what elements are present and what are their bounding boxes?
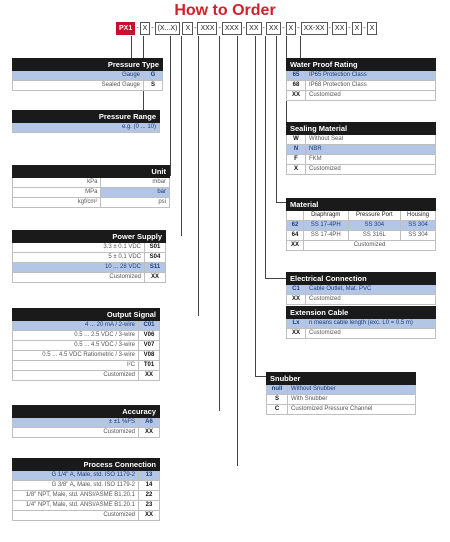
table-cell: SS 304 xyxy=(401,231,436,241)
table-cell: W xyxy=(287,135,306,145)
table-cell: 0.5 ... 4.5 VDC Ratiometric / 3-wire xyxy=(13,351,139,361)
table-cell: Customized xyxy=(13,428,139,438)
table-cell: C xyxy=(267,405,288,415)
table-cell: Customized xyxy=(306,165,436,175)
table-cell: IP68 Protection Class xyxy=(306,81,436,91)
electrical-connection-table xyxy=(286,272,436,305)
table-title: Water Proof Rating xyxy=(287,59,436,71)
pressure-range-table xyxy=(12,110,160,133)
table-cell: 14 xyxy=(139,481,160,491)
material-table xyxy=(286,198,436,251)
table-cell: XX xyxy=(139,511,160,521)
table-cell: IP65 Protection Class xyxy=(306,71,436,81)
table-title: Output Signal xyxy=(13,309,160,321)
table-cell: 10 ... 28 VDC xyxy=(13,263,145,273)
table-cell: S01 xyxy=(145,243,166,253)
code-seg: XX xyxy=(332,22,347,35)
table-cell: SS 304 xyxy=(401,221,436,231)
code-seg: (X...X) xyxy=(155,22,181,35)
unit-table xyxy=(12,165,170,208)
table-cell: SS 304 xyxy=(348,221,401,231)
table-cell: A6 xyxy=(139,418,160,428)
code-seg: XX-XX xyxy=(301,22,328,35)
table-cell: 62 xyxy=(287,221,304,231)
table-cell: e.g. (0 ... 10) xyxy=(13,123,160,133)
table-cell: 13 xyxy=(139,471,160,481)
table-cell: G 3/8" A, Male, std. ISO 1179-2 xyxy=(13,481,139,491)
table-cell: 0.5 ... 4.5 VDC / 3-wire xyxy=(13,341,139,351)
sealing-material-table xyxy=(286,122,436,175)
table-cell: S xyxy=(144,81,163,91)
table-cell: Without Snubber xyxy=(288,385,416,395)
table-cell: G xyxy=(144,71,163,81)
table-cell: Customized xyxy=(306,91,436,101)
water-proof-table xyxy=(286,58,436,101)
table-cell: X xyxy=(287,165,306,175)
table-cell: 22 xyxy=(139,491,160,501)
order-code: PX1 - X - (X...X) X - XXX - XXX - XX - XX - X - XX-XX - XX - X - X xyxy=(115,22,378,35)
table-cell: Gauge xyxy=(13,71,144,81)
table-title: Pressure Range xyxy=(13,111,160,123)
table-cell: XX xyxy=(145,273,166,283)
code-prefix: PX1 xyxy=(116,22,135,35)
table-cell: V08 xyxy=(139,351,160,361)
table-cell: 23 xyxy=(139,501,160,511)
table-cell: bar xyxy=(101,188,170,198)
table-cell: XX xyxy=(287,329,306,339)
table-cell: mbar xyxy=(101,178,170,188)
code-seg: XXX xyxy=(197,22,217,35)
table-cell: XX xyxy=(287,91,306,101)
table-cell: 0.5 ... 2.5 VDC / 3-wire xyxy=(13,331,139,341)
accuracy-table xyxy=(12,405,160,438)
table-cell: 1/4" NPT, Male, std. ANSI/ASME B1.20.1 xyxy=(13,501,139,511)
table-title: Material xyxy=(287,199,436,211)
table-cell: With Snubber xyxy=(288,395,416,405)
table-cell: NBR xyxy=(306,145,436,155)
code-seg: X xyxy=(286,22,297,35)
table-cell: kgf/cm² xyxy=(13,198,101,208)
table-cell: SS 17-4PH xyxy=(304,231,349,241)
table-title: Electrical Connection xyxy=(287,273,436,285)
table-cell: Cable Outlet, Mat. PVC xyxy=(306,285,436,295)
table-cell: 65 xyxy=(287,71,306,81)
table-cell: kPa xyxy=(13,178,101,188)
table-cell: 3.3 ± 0.1 VDC xyxy=(13,243,145,253)
table-cell: ± ±1 %FS xyxy=(13,418,139,428)
code-seg: X xyxy=(367,22,378,35)
table-cell: Without Seal xyxy=(306,135,436,145)
table-cell: N xyxy=(287,145,306,155)
table-title: Accuracy xyxy=(13,406,160,418)
table-cell: SS 316L xyxy=(348,231,401,241)
table-cell: Sealed Gauge xyxy=(13,81,144,91)
table-cell: G 1/4" A, Male, std. ISO 1179-2 xyxy=(13,471,139,481)
table-cell: C1 xyxy=(287,285,306,295)
table-cell: I²C xyxy=(13,361,139,371)
table-cell: C01 xyxy=(139,321,160,331)
table-title: Snubber xyxy=(267,373,416,385)
table-cell: XX xyxy=(139,371,160,381)
table-cell: XX xyxy=(287,241,304,251)
extension-cable-table xyxy=(286,306,436,339)
table-cell: 4 ... 20 mA / 2-wire xyxy=(13,321,139,331)
table-cell: FKM xyxy=(306,155,436,165)
table-cell: Customized xyxy=(13,273,145,283)
table-cell: null xyxy=(267,385,288,395)
table-cell: n means cable length (exc. L0 = 0.5 m) xyxy=(306,319,436,329)
table-title: Sealing Material xyxy=(287,123,436,135)
code-seg: XX xyxy=(246,22,261,35)
code-seg: XXX xyxy=(222,22,242,35)
pressure-type-table xyxy=(12,58,163,91)
table-cell: XX xyxy=(287,295,306,305)
table-cell: V06 xyxy=(139,331,160,341)
table-title: Power Supply xyxy=(13,231,166,243)
column-header: Pressure Port xyxy=(348,211,401,221)
table-cell: T01 xyxy=(139,361,160,371)
table-cell: F xyxy=(287,155,306,165)
code-seg: X xyxy=(182,22,193,35)
table-cell: MPa xyxy=(13,188,101,198)
column-header: Diaphragm xyxy=(304,211,349,221)
table-cell: S xyxy=(267,395,288,405)
table-cell: SS 17-4PH xyxy=(304,221,349,231)
output-signal-table xyxy=(12,308,160,381)
table-cell: XX xyxy=(139,428,160,438)
code-seg: X xyxy=(352,22,363,35)
table-title: Unit xyxy=(13,166,170,178)
table-cell: 64 xyxy=(287,231,304,241)
page-title: How to Order xyxy=(174,2,276,19)
table-title: Extension Cable xyxy=(287,307,436,319)
table-title: Pressure Type xyxy=(13,59,163,71)
code-seg: XX xyxy=(266,22,281,35)
table-cell: Customized xyxy=(304,241,436,251)
table-cell: psi xyxy=(101,198,170,208)
table-cell: V07 xyxy=(139,341,160,351)
snubber-table xyxy=(266,372,416,415)
table-cell: 1/8" NPT, Male, std. ANSI/ASME B1.20.1 xyxy=(13,491,139,501)
table-cell: Customized xyxy=(13,371,139,381)
table-cell: 68 xyxy=(287,81,306,91)
process-connection-table xyxy=(12,458,160,521)
table-cell: Lx xyxy=(287,319,306,329)
table-cell: Customized xyxy=(306,329,436,339)
table-cell: S11 xyxy=(145,263,166,273)
code-seg: X xyxy=(140,22,151,35)
table-cell: S04 xyxy=(145,253,166,263)
table-cell: 5 ± 0.1 VDC xyxy=(13,253,145,263)
table-title: Process Connection xyxy=(13,459,160,471)
column-header: Housing xyxy=(401,211,436,221)
power-supply-table xyxy=(12,230,166,283)
table-cell: Customized Pressure Channel xyxy=(288,405,416,415)
table-cell: Customized xyxy=(13,511,139,521)
table-cell: Customized xyxy=(306,295,436,305)
